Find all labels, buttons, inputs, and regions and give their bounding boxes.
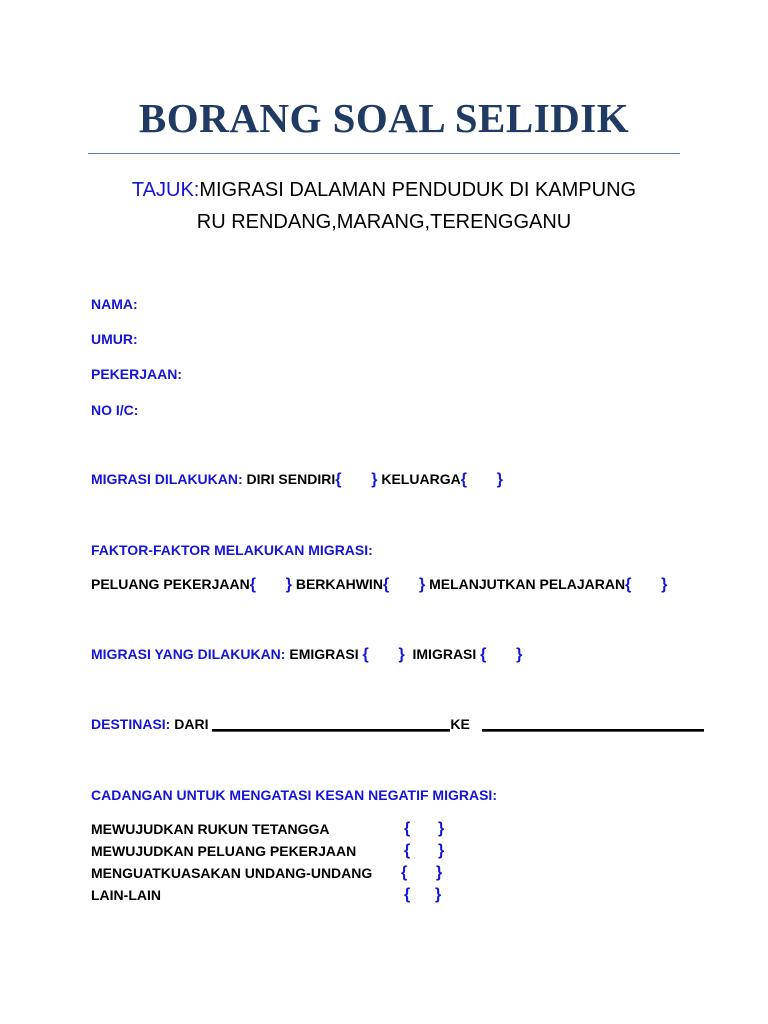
dari-label: DARI <box>174 716 209 732</box>
checkbox-rukun-tetangga[interactable]: { <box>404 820 411 837</box>
option-peluang-pekerjaan: PELUANG PEKERJAAN <box>91 576 250 592</box>
destinasi-row <box>91 716 704 732</box>
checkbox-peluang-pekerjaan-cadangan[interactable]: { <box>404 842 411 859</box>
destinasi-label: DESTINASI: <box>91 716 171 732</box>
topic-line-1 <box>0 175 768 205</box>
umur-label: UMUR: <box>91 331 138 347</box>
option-keluarga: KELUARGA <box>381 471 461 487</box>
suggestion-item: MEWUJUDKAN RUKUN TETANGGA { } <box>91 820 445 837</box>
faktor-heading: FAKTOR-FAKTOR MELAKUKAN MIGRASI: <box>91 542 373 558</box>
jenis-migrasi-label: MIGRASI YANG DILAKUKAN: <box>91 646 286 662</box>
page-title: BORANG SOAL SELIDIK <box>138 95 630 141</box>
noic-label: NO I/C: <box>91 402 139 418</box>
checkbox-berkahwin[interactable]: { <box>382 576 390 593</box>
suggestion-item: MEWUJUDKAN PELUANG PEKERJAAN { } <box>91 842 445 859</box>
checkbox-peluang-pekerjaan[interactable]: { <box>249 576 256 593</box>
migrasi-dilakukan-row: MIGRASI DILAKUKAN: DIRI SENDIRI{ } KELUARGA{ } <box>91 471 503 488</box>
dari-input-line[interactable] <box>212 729 450 731</box>
nama-label: NAMA: <box>91 296 138 312</box>
topic-text-1: MIGRASI DALAMAN PENDUDUK DI KAMPUNG <box>199 179 637 201</box>
ke-label: KE <box>450 716 470 732</box>
option-diri-sendiri: DIRI SENDIRI <box>246 471 336 487</box>
checkbox-undang-undang[interactable]: { <box>401 864 408 881</box>
checkbox-emigrasi[interactable]: { <box>362 646 369 663</box>
option-emigrasi: EMIGRASI <box>289 646 359 662</box>
cadangan-heading: CADANGAN UNTUK MENGATASI KESAN NEGATIF MIGRASI: <box>91 787 497 803</box>
suggestion-item: MENGUATKUASAKAN UNDANG-UNDANG { } <box>91 864 443 881</box>
checkbox-keluarga[interactable]: { <box>460 471 467 488</box>
checkbox-melanjutkan-pelajaran[interactable]: { <box>625 576 632 593</box>
topic-label: TAJUK: <box>131 179 200 201</box>
migrasi-dilakukan-label: MIGRASI DILAKUKAN: <box>91 471 243 487</box>
faktor-row: PELUANG PEKERJAAN{ } BERKAHWIN{ } MELANJUTKAN PELAJARAN{ } <box>91 576 668 593</box>
topic-line-2 <box>0 207 768 237</box>
checkbox-diri-sendiri[interactable]: { <box>335 471 342 488</box>
checkbox-imigrasi[interactable]: { <box>480 646 487 663</box>
option-melanjutkan-pelajaran: MELANJUTKAN PELAJARAN <box>429 576 626 592</box>
option-berkahwin: BERKAHWIN <box>295 576 383 592</box>
ke-input-line[interactable] <box>482 729 704 731</box>
title-divider <box>88 153 680 154</box>
checkbox-lain-lain[interactable]: { <box>404 886 411 903</box>
jenis-migrasi-row: MIGRASI YANG DILAKUKAN: EMIGRASI { } IMIGRASI { } <box>91 646 523 663</box>
topic-text-2: RU RENDANG,MARANG,TERENGGANU <box>196 211 572 233</box>
pekerjaan-label: PEKERJAAN: <box>91 366 183 382</box>
suggestion-item: LAIN-LAIN { } <box>91 886 442 903</box>
option-imigrasi: IMIGRASI <box>412 646 477 662</box>
